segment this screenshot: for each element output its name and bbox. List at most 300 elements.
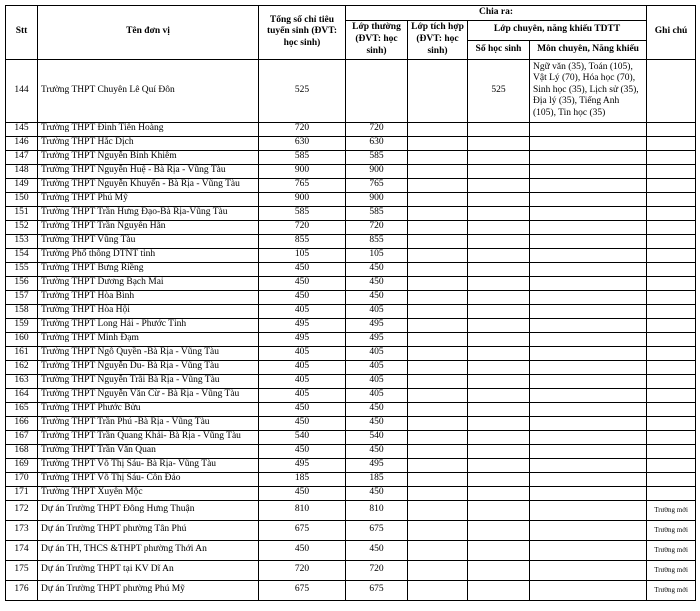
cell-stt: 161 bbox=[6, 346, 38, 360]
cell-total: 540 bbox=[259, 430, 346, 444]
cell-regular: 450 bbox=[346, 540, 408, 560]
table-row bbox=[6, 262, 696, 276]
cell-stt: 172 bbox=[6, 500, 38, 520]
cell-integrated bbox=[408, 416, 468, 430]
cell-regular: 105 bbox=[346, 248, 408, 262]
cell-subjects bbox=[530, 206, 647, 220]
cell-subjects bbox=[530, 262, 647, 276]
cell-subjects bbox=[530, 178, 647, 192]
table-row bbox=[6, 444, 696, 458]
cell-integrated bbox=[408, 486, 468, 500]
cell-spec_count bbox=[468, 346, 530, 360]
cell-total: 675 bbox=[259, 520, 346, 540]
cell-stt: 147 bbox=[6, 150, 38, 164]
cell-stt: 175 bbox=[6, 560, 38, 580]
cell-total: 405 bbox=[259, 304, 346, 318]
cell-regular: 495 bbox=[346, 458, 408, 472]
table-row bbox=[6, 318, 696, 332]
table-row bbox=[6, 360, 696, 374]
header-notes: Ghi chú bbox=[647, 6, 696, 60]
cell-total: 585 bbox=[259, 206, 346, 220]
cell-subjects bbox=[530, 346, 647, 360]
cell-spec_count bbox=[468, 458, 530, 472]
cell-integrated bbox=[408, 248, 468, 262]
cell-total: 495 bbox=[259, 318, 346, 332]
cell-name: Trường THPT Trần Nguyên Hãn bbox=[38, 220, 259, 234]
cell-spec_count bbox=[468, 360, 530, 374]
cell-spec_count: 525 bbox=[468, 59, 530, 122]
table-row bbox=[6, 290, 696, 304]
cell-integrated bbox=[408, 444, 468, 458]
table-row bbox=[6, 234, 696, 248]
header-specialized-class: Lớp chuyên, năng khiếu TDTT bbox=[468, 21, 647, 41]
table-row bbox=[6, 332, 696, 346]
cell-spec_count bbox=[468, 122, 530, 136]
cell-stt: 148 bbox=[6, 164, 38, 178]
cell-total: 185 bbox=[259, 472, 346, 486]
cell-stt: 149 bbox=[6, 178, 38, 192]
cell-regular: 900 bbox=[346, 192, 408, 206]
cell-note bbox=[647, 402, 696, 416]
cell-subjects bbox=[530, 164, 647, 178]
table-row bbox=[6, 122, 696, 136]
cell-spec_count bbox=[468, 164, 530, 178]
cell-name: Trường THPT Ngô Quyền -Bà Rịa - Vũng Tàu bbox=[38, 346, 259, 360]
cell-stt: 167 bbox=[6, 430, 38, 444]
cell-total: 405 bbox=[259, 374, 346, 388]
cell-total: 450 bbox=[259, 444, 346, 458]
cell-regular: 675 bbox=[346, 520, 408, 540]
header-student-count: Số học sinh bbox=[468, 40, 530, 59]
cell-note: Trường mới bbox=[647, 560, 696, 580]
cell-regular: 450 bbox=[346, 444, 408, 458]
cell-stt: 157 bbox=[6, 290, 38, 304]
header-specialized-subjects: Môn chuyên, Năng khiếu bbox=[530, 40, 647, 59]
cell-name: Trường THPT Hòa Hội bbox=[38, 304, 259, 318]
cell-integrated bbox=[408, 164, 468, 178]
cell-integrated bbox=[408, 318, 468, 332]
cell-stt: 176 bbox=[6, 580, 38, 600]
cell-regular: 405 bbox=[346, 388, 408, 402]
cell-regular bbox=[346, 59, 408, 122]
cell-total: 495 bbox=[259, 332, 346, 346]
cell-integrated bbox=[408, 220, 468, 234]
enrollment-quota-table bbox=[5, 5, 696, 601]
table-row bbox=[6, 540, 696, 560]
cell-spec_count bbox=[468, 486, 530, 500]
cell-integrated bbox=[408, 192, 468, 206]
cell-name: Trường Phổ thông DTNT tỉnh bbox=[38, 248, 259, 262]
table-header bbox=[6, 6, 696, 60]
table-row bbox=[6, 346, 696, 360]
cell-note bbox=[647, 150, 696, 164]
cell-regular: 675 bbox=[346, 580, 408, 600]
cell-integrated bbox=[408, 136, 468, 150]
cell-spec_count bbox=[468, 276, 530, 290]
cell-integrated bbox=[408, 560, 468, 580]
cell-integrated bbox=[408, 206, 468, 220]
table-row bbox=[6, 206, 696, 220]
cell-note bbox=[647, 360, 696, 374]
cell-regular: 405 bbox=[346, 304, 408, 318]
cell-total: 450 bbox=[259, 402, 346, 416]
cell-subjects bbox=[530, 318, 647, 332]
cell-stt: 160 bbox=[6, 332, 38, 346]
cell-spec_count bbox=[468, 150, 530, 164]
cell-spec_count bbox=[468, 540, 530, 560]
cell-regular: 585 bbox=[346, 206, 408, 220]
cell-note bbox=[647, 318, 696, 332]
cell-spec_count bbox=[468, 248, 530, 262]
cell-name: Trường THPT Trần Hưng Đạo-Bà Rịa-Vũng Tàu bbox=[38, 206, 259, 220]
cell-regular: 450 bbox=[346, 416, 408, 430]
cell-stt: 162 bbox=[6, 360, 38, 374]
cell-note bbox=[647, 458, 696, 472]
cell-spec_count bbox=[468, 332, 530, 346]
cell-integrated bbox=[408, 430, 468, 444]
table-row bbox=[6, 520, 696, 540]
cell-subjects bbox=[530, 360, 647, 374]
table-row bbox=[6, 500, 696, 520]
cell-spec_count bbox=[468, 430, 530, 444]
cell-name: Trường THPT Võ Thị Sáu- Bà Rịa- Vũng Tàu bbox=[38, 458, 259, 472]
cell-note bbox=[647, 178, 696, 192]
cell-name: Trường THPT Nguyễn Văn Cừ - Bà Rịa - Vũng Tàu bbox=[38, 388, 259, 402]
cell-total: 450 bbox=[259, 486, 346, 500]
cell-integrated bbox=[408, 472, 468, 486]
cell-note bbox=[647, 206, 696, 220]
cell-integrated bbox=[408, 500, 468, 520]
cell-note bbox=[647, 234, 696, 248]
cell-spec_count bbox=[468, 520, 530, 540]
cell-subjects bbox=[530, 444, 647, 458]
cell-integrated bbox=[408, 234, 468, 248]
cell-integrated bbox=[408, 290, 468, 304]
cell-regular: 720 bbox=[346, 220, 408, 234]
cell-total: 900 bbox=[259, 192, 346, 206]
cell-subjects bbox=[530, 276, 647, 290]
cell-name: Trường THPT Hòa Bình bbox=[38, 290, 259, 304]
cell-stt: 165 bbox=[6, 402, 38, 416]
cell-total: 675 bbox=[259, 580, 346, 600]
cell-regular: 450 bbox=[346, 486, 408, 500]
cell-note: Trường mới bbox=[647, 500, 696, 520]
cell-note bbox=[647, 262, 696, 276]
cell-total: 405 bbox=[259, 388, 346, 402]
cell-total: 585 bbox=[259, 150, 346, 164]
header-unit-name: Tên đơn vị bbox=[38, 6, 259, 60]
cell-regular: 405 bbox=[346, 346, 408, 360]
cell-note bbox=[647, 122, 696, 136]
cell-integrated bbox=[408, 402, 468, 416]
cell-total: 450 bbox=[259, 290, 346, 304]
cell-regular: 495 bbox=[346, 318, 408, 332]
table-row bbox=[6, 402, 696, 416]
cell-subjects bbox=[530, 332, 647, 346]
table-row bbox=[6, 220, 696, 234]
cell-stt: 156 bbox=[6, 276, 38, 290]
table-body bbox=[6, 59, 696, 600]
header-integrated-class: Lớp tích hợp (ĐVT: học sinh) bbox=[408, 21, 468, 60]
cell-note bbox=[647, 346, 696, 360]
cell-note bbox=[647, 388, 696, 402]
cell-spec_count bbox=[468, 178, 530, 192]
cell-regular: 855 bbox=[346, 234, 408, 248]
cell-note: Trường mới bbox=[647, 540, 696, 560]
cell-total: 105 bbox=[259, 248, 346, 262]
cell-total: 450 bbox=[259, 262, 346, 276]
cell-stt: 166 bbox=[6, 416, 38, 430]
cell-regular: 720 bbox=[346, 122, 408, 136]
cell-note bbox=[647, 276, 696, 290]
cell-regular: 585 bbox=[346, 150, 408, 164]
cell-regular: 405 bbox=[346, 374, 408, 388]
cell-name: Trường THPT Nguyễn Du- Bà Rịa - Vũng Tàu bbox=[38, 360, 259, 374]
cell-subjects bbox=[530, 150, 647, 164]
cell-stt: 145 bbox=[6, 122, 38, 136]
cell-name: Trường THPT Phước Bửu bbox=[38, 402, 259, 416]
table-row bbox=[6, 560, 696, 580]
cell-note bbox=[647, 136, 696, 150]
cell-integrated bbox=[408, 458, 468, 472]
header-stt: Stt bbox=[6, 6, 38, 60]
cell-total: 405 bbox=[259, 360, 346, 374]
cell-name: Trường THPT Nguyễn Huệ - Bà Rịa - Vũng Tàu bbox=[38, 164, 259, 178]
table-row bbox=[6, 59, 696, 122]
cell-subjects bbox=[530, 430, 647, 444]
cell-note: Trường mới bbox=[647, 520, 696, 540]
table-row bbox=[6, 178, 696, 192]
cell-total: 900 bbox=[259, 164, 346, 178]
cell-total: 720 bbox=[259, 122, 346, 136]
table-row bbox=[6, 164, 696, 178]
cell-note bbox=[647, 374, 696, 388]
table-row bbox=[6, 472, 696, 486]
cell-regular: 495 bbox=[346, 332, 408, 346]
cell-stt: 159 bbox=[6, 318, 38, 332]
table-row bbox=[6, 276, 696, 290]
cell-subjects bbox=[530, 486, 647, 500]
cell-stt: 164 bbox=[6, 388, 38, 402]
cell-name: Trường THPT Trần Quang Khải- Bà Rịa - Vũng Tàu bbox=[38, 430, 259, 444]
cell-stt: 155 bbox=[6, 262, 38, 276]
cell-spec_count bbox=[468, 374, 530, 388]
cell-subjects bbox=[530, 458, 647, 472]
cell-total: 450 bbox=[259, 276, 346, 290]
cell-regular: 720 bbox=[346, 560, 408, 580]
cell-name: Trường THPT Bưng Riềng bbox=[38, 262, 259, 276]
cell-total: 405 bbox=[259, 346, 346, 360]
cell-name: Trường THPT Dương Bạch Mai bbox=[38, 276, 259, 290]
cell-subjects bbox=[530, 520, 647, 540]
cell-regular: 810 bbox=[346, 500, 408, 520]
cell-spec_count bbox=[468, 580, 530, 600]
cell-subjects bbox=[530, 290, 647, 304]
cell-name: Trường THPT Trần Văn Quan bbox=[38, 444, 259, 458]
cell-spec_count bbox=[468, 220, 530, 234]
cell-name: Dự án Trường THPT Đông Hưng Thuận bbox=[38, 500, 259, 520]
cell-total: 450 bbox=[259, 416, 346, 430]
cell-total: 720 bbox=[259, 560, 346, 580]
cell-spec_count bbox=[468, 192, 530, 206]
cell-stt: 144 bbox=[6, 59, 38, 122]
cell-name: Trường THPT Phú Mỹ bbox=[38, 192, 259, 206]
cell-stt: 154 bbox=[6, 248, 38, 262]
table-row bbox=[6, 136, 696, 150]
table-row bbox=[6, 458, 696, 472]
cell-spec_count bbox=[468, 304, 530, 318]
cell-subjects bbox=[530, 416, 647, 430]
cell-regular: 450 bbox=[346, 402, 408, 416]
cell-note bbox=[647, 248, 696, 262]
cell-stt: 169 bbox=[6, 458, 38, 472]
cell-spec_count bbox=[468, 318, 530, 332]
cell-stt: 153 bbox=[6, 234, 38, 248]
header-regular-class: Lớp thường (ĐVT: học sinh) bbox=[346, 21, 408, 60]
cell-integrated bbox=[408, 178, 468, 192]
header-total-quota: Tổng số chỉ tiêu tuyển sinh (ĐVT: học sinh) bbox=[259, 6, 346, 60]
cell-integrated bbox=[408, 374, 468, 388]
cell-spec_count bbox=[468, 500, 530, 520]
cell-spec_count bbox=[468, 136, 530, 150]
cell-note bbox=[647, 430, 696, 444]
table-row bbox=[6, 486, 696, 500]
cell-regular: 450 bbox=[346, 276, 408, 290]
cell-total: 495 bbox=[259, 458, 346, 472]
cell-regular: 540 bbox=[346, 430, 408, 444]
table-row bbox=[6, 192, 696, 206]
cell-integrated bbox=[408, 360, 468, 374]
cell-subjects bbox=[530, 388, 647, 402]
cell-subjects: Ngữ văn (35), Toán (105), Vật Lý (70), Hóa học (70), Sinh học (35), Lịch sử (35), Địa lý (35), Tiếng Anh (105), Tin học (35) bbox=[530, 59, 647, 122]
cell-subjects bbox=[530, 304, 647, 318]
cell-spec_count bbox=[468, 402, 530, 416]
cell-integrated bbox=[408, 580, 468, 600]
cell-subjects bbox=[530, 402, 647, 416]
cell-integrated bbox=[408, 150, 468, 164]
cell-spec_count bbox=[468, 560, 530, 580]
cell-note bbox=[647, 304, 696, 318]
cell-integrated bbox=[408, 520, 468, 540]
cell-note bbox=[647, 192, 696, 206]
cell-integrated bbox=[408, 59, 468, 122]
cell-subjects bbox=[530, 122, 647, 136]
cell-name: Trường THPT Nguyễn Bỉnh Khiêm bbox=[38, 150, 259, 164]
table-row bbox=[6, 150, 696, 164]
cell-subjects bbox=[530, 248, 647, 262]
cell-name: Dự án Trường THPT tại KV Dĩ An bbox=[38, 560, 259, 580]
cell-name: Trường THPT Minh Đạm bbox=[38, 332, 259, 346]
cell-note: Trường mới bbox=[647, 580, 696, 600]
cell-stt: 158 bbox=[6, 304, 38, 318]
table-row bbox=[6, 580, 696, 600]
cell-note bbox=[647, 486, 696, 500]
cell-subjects bbox=[530, 192, 647, 206]
cell-spec_count bbox=[468, 206, 530, 220]
cell-total: 855 bbox=[259, 234, 346, 248]
cell-total: 765 bbox=[259, 178, 346, 192]
cell-spec_count bbox=[468, 234, 530, 248]
cell-integrated bbox=[408, 304, 468, 318]
cell-integrated bbox=[408, 276, 468, 290]
cell-spec_count bbox=[468, 388, 530, 402]
cell-stt: 152 bbox=[6, 220, 38, 234]
cell-spec_count bbox=[468, 416, 530, 430]
cell-regular: 405 bbox=[346, 360, 408, 374]
cell-subjects bbox=[530, 580, 647, 600]
cell-note bbox=[647, 290, 696, 304]
cell-name: Trường THPT Đinh Tiên Hoàng bbox=[38, 122, 259, 136]
cell-regular: 765 bbox=[346, 178, 408, 192]
cell-name: Trường THPT Nguyễn Khuyến - Bà Rịa - Vũng Tàu bbox=[38, 178, 259, 192]
cell-note bbox=[647, 332, 696, 346]
cell-stt: 170 bbox=[6, 472, 38, 486]
cell-regular: 450 bbox=[346, 290, 408, 304]
cell-name: Dự án TH, THCS &THPT phường Thới An bbox=[38, 540, 259, 560]
cell-integrated bbox=[408, 122, 468, 136]
cell-note bbox=[647, 416, 696, 430]
cell-total: 525 bbox=[259, 59, 346, 122]
cell-name: Trường THPT Võ Thị Sáu- Côn Đảo bbox=[38, 472, 259, 486]
cell-name: Trường THPT Long Hải - Phước Tỉnh bbox=[38, 318, 259, 332]
cell-subjects bbox=[530, 540, 647, 560]
cell-subjects bbox=[530, 234, 647, 248]
table-row bbox=[6, 248, 696, 262]
table-row bbox=[6, 388, 696, 402]
cell-name: Trường THPT Vũng Tàu bbox=[38, 234, 259, 248]
cell-regular: 185 bbox=[346, 472, 408, 486]
cell-subjects bbox=[530, 472, 647, 486]
cell-total: 450 bbox=[259, 540, 346, 560]
table-row bbox=[6, 430, 696, 444]
cell-stt: 163 bbox=[6, 374, 38, 388]
cell-stt: 150 bbox=[6, 192, 38, 206]
cell-total: 720 bbox=[259, 220, 346, 234]
cell-integrated bbox=[408, 332, 468, 346]
cell-name: Dự án Trường THPT phường Phú Mỹ bbox=[38, 580, 259, 600]
cell-subjects bbox=[530, 136, 647, 150]
table-row bbox=[6, 416, 696, 430]
header-row-1 bbox=[6, 6, 696, 21]
cell-total: 810 bbox=[259, 500, 346, 520]
cell-name: Dự án Trường THPT phường Tân Phú bbox=[38, 520, 259, 540]
cell-stt: 174 bbox=[6, 540, 38, 560]
cell-stt: 173 bbox=[6, 520, 38, 540]
cell-subjects bbox=[530, 374, 647, 388]
cell-spec_count bbox=[468, 262, 530, 276]
cell-stt: 171 bbox=[6, 486, 38, 500]
cell-subjects bbox=[530, 560, 647, 580]
cell-stt: 146 bbox=[6, 136, 38, 150]
cell-name: Trường THPT Nguyễn Trãi Bà Rịa - Vũng Tàu bbox=[38, 374, 259, 388]
cell-note bbox=[647, 472, 696, 486]
cell-note bbox=[647, 444, 696, 458]
cell-note bbox=[647, 164, 696, 178]
cell-name: Trường THPT Trần Phú -Bà Rịa - Vũng Tàu bbox=[38, 416, 259, 430]
header-breakdown: Chia ra: bbox=[346, 6, 647, 21]
cell-spec_count bbox=[468, 444, 530, 458]
cell-subjects bbox=[530, 220, 647, 234]
cell-spec_count bbox=[468, 290, 530, 304]
cell-note bbox=[647, 59, 696, 122]
cell-regular: 900 bbox=[346, 164, 408, 178]
table-row bbox=[6, 304, 696, 318]
cell-stt: 151 bbox=[6, 206, 38, 220]
cell-note bbox=[647, 220, 696, 234]
cell-integrated bbox=[408, 540, 468, 560]
cell-integrated bbox=[408, 388, 468, 402]
cell-total: 630 bbox=[259, 136, 346, 150]
